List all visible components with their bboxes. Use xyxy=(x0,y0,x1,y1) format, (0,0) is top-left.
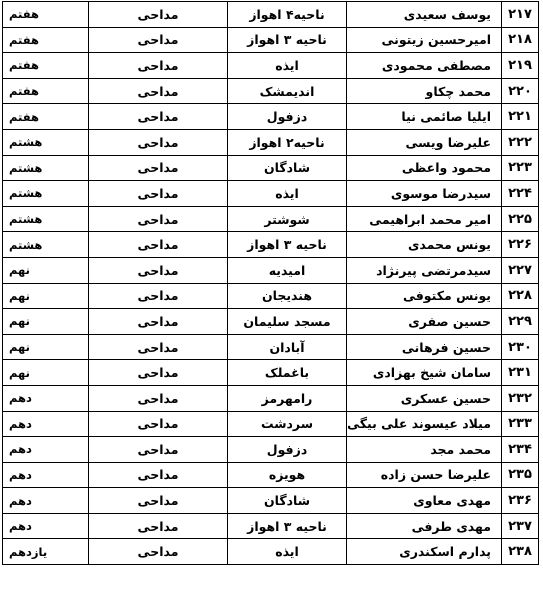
city-cell: ناحیه۴ اهواز xyxy=(228,2,347,28)
table-row xyxy=(3,360,539,386)
table-row xyxy=(3,2,539,28)
row-number-cell: ۲۲۰ xyxy=(502,78,539,104)
row-number-cell: ۲۳۷ xyxy=(502,513,539,539)
category-cell: مداحی xyxy=(89,360,228,386)
rank-cell: دهم xyxy=(3,411,89,437)
row-number-cell: ۲۲۷ xyxy=(502,257,539,283)
table-row xyxy=(3,513,539,539)
table-row xyxy=(3,539,539,565)
category-cell: مداحی xyxy=(89,53,228,79)
city-cell: مسجد سلیمان xyxy=(228,309,347,335)
row-number-cell: ۲۱۹ xyxy=(502,53,539,79)
participant-name-cell: مصطفی محمودی xyxy=(347,53,502,79)
row-number-cell: ۲۲۳ xyxy=(502,155,539,181)
participant-name-cell: حسین صفری xyxy=(347,309,502,335)
participant-name-cell: یونس مکتوفی xyxy=(347,283,502,309)
participant-name-cell: محمد مجد xyxy=(347,437,502,463)
row-number-cell: ۲۲۲ xyxy=(502,129,539,155)
city-cell: ناحیه۲ اهواز xyxy=(228,129,347,155)
city-cell: ناحیه ۳ اهواز xyxy=(228,232,347,258)
table-row xyxy=(3,104,539,130)
city-cell: شادگان xyxy=(228,488,347,514)
rank-cell: هفتم xyxy=(3,78,89,104)
table-row xyxy=(3,129,539,155)
row-number-cell: ۲۳۵ xyxy=(502,462,539,488)
row-number-cell: ۲۲۴ xyxy=(502,181,539,207)
results-table-container xyxy=(2,1,539,565)
rank-cell: هشتم xyxy=(3,232,89,258)
results-table xyxy=(2,1,539,565)
participant-name-cell: امیرحسین زیتونی xyxy=(347,27,502,53)
rank-cell: نهم xyxy=(3,309,89,335)
table-row xyxy=(3,437,539,463)
category-cell: مداحی xyxy=(89,104,228,130)
rank-cell: هشتم xyxy=(3,206,89,232)
participant-name-cell: حسین عسکری xyxy=(347,385,502,411)
city-cell: ایذه xyxy=(228,53,347,79)
row-number-cell: ۲۱۷ xyxy=(502,2,539,28)
row-number-cell: ۲۳۶ xyxy=(502,488,539,514)
city-cell: ناحیه ۳ اهواز xyxy=(228,513,347,539)
city-cell: شادگان xyxy=(228,155,347,181)
category-cell: مداحی xyxy=(89,155,228,181)
participant-name-cell: سامان شیخ بهزادی xyxy=(347,360,502,386)
table-row xyxy=(3,78,539,104)
participant-name-cell: محمد چکاو xyxy=(347,78,502,104)
table-row xyxy=(3,309,539,335)
participant-name-cell: علیرضا حسن زاده xyxy=(347,462,502,488)
participant-name-cell: یونس محمدی xyxy=(347,232,502,258)
rank-cell: دهم xyxy=(3,488,89,514)
category-cell: مداحی xyxy=(89,437,228,463)
rank-cell: هفتم xyxy=(3,53,89,79)
participant-name-cell: محمود واعظی xyxy=(347,155,502,181)
row-number-cell: ۲۲۶ xyxy=(502,232,539,258)
city-cell: امیدیه xyxy=(228,257,347,283)
row-number-cell: ۲۲۸ xyxy=(502,283,539,309)
city-cell: هندیجان xyxy=(228,283,347,309)
category-cell: مداحی xyxy=(89,27,228,53)
city-cell: هویزه xyxy=(228,462,347,488)
participant-name-cell: مهدی معاوی xyxy=(347,488,502,514)
city-cell: سردشت xyxy=(228,411,347,437)
city-cell: دزفول xyxy=(228,104,347,130)
rank-cell: هشتم xyxy=(3,155,89,181)
row-number-cell: ۲۳۰ xyxy=(502,334,539,360)
participant-name-cell: ایلیا صائمی نیا xyxy=(347,104,502,130)
rank-cell: نهم xyxy=(3,283,89,309)
rank-cell: دهم xyxy=(3,385,89,411)
rank-cell: نهم xyxy=(3,257,89,283)
city-cell: ایذه xyxy=(228,181,347,207)
table-row xyxy=(3,181,539,207)
table-row xyxy=(3,334,539,360)
table-row xyxy=(3,206,539,232)
row-number-cell: ۲۳۱ xyxy=(502,360,539,386)
row-number-cell: ۲۲۹ xyxy=(502,309,539,335)
category-cell: مداحی xyxy=(89,78,228,104)
participant-name-cell: سیدمرتضی پیرنژاد xyxy=(347,257,502,283)
category-cell: مداحی xyxy=(89,309,228,335)
category-cell: مداحی xyxy=(89,385,228,411)
rank-cell: هفتم xyxy=(3,27,89,53)
row-number-cell: ۲۳۴ xyxy=(502,437,539,463)
category-cell: مداحی xyxy=(89,513,228,539)
category-cell: مداحی xyxy=(89,129,228,155)
table-row xyxy=(3,488,539,514)
city-cell: آبادان xyxy=(228,334,347,360)
participant-name-cell: مهدی طرفی xyxy=(347,513,502,539)
participant-name-cell: امیر محمد ابراهیمی xyxy=(347,206,502,232)
table-row xyxy=(3,385,539,411)
city-cell: رامهرمز xyxy=(228,385,347,411)
city-cell: ایذه xyxy=(228,539,347,565)
participant-name-cell: میلاد عیسوند علی بیگی xyxy=(347,411,502,437)
participant-name-cell: علیرضا ویسی xyxy=(347,129,502,155)
rank-cell: هفتم xyxy=(3,2,89,28)
rank-cell: یازدهم xyxy=(3,539,89,565)
category-cell: مداحی xyxy=(89,2,228,28)
category-cell: مداحی xyxy=(89,181,228,207)
city-cell: باغملک xyxy=(228,360,347,386)
city-cell: شوشتر xyxy=(228,206,347,232)
city-cell: ناحیه ۳ اهواز xyxy=(228,27,347,53)
table-row xyxy=(3,257,539,283)
rank-cell: نهم xyxy=(3,360,89,386)
category-cell: مداحی xyxy=(89,411,228,437)
table-row xyxy=(3,27,539,53)
category-cell: مداحی xyxy=(89,257,228,283)
rank-cell: هشتم xyxy=(3,181,89,207)
category-cell: مداحی xyxy=(89,206,228,232)
rank-cell: دهم xyxy=(3,437,89,463)
rank-cell: هشتم xyxy=(3,129,89,155)
participant-name-cell: یوسف سعیدی xyxy=(347,2,502,28)
table-row xyxy=(3,283,539,309)
participant-name-cell: حسین فرهانی xyxy=(347,334,502,360)
participant-name-cell: پدارم اسکندری xyxy=(347,539,502,565)
row-number-cell: ۲۳۸ xyxy=(502,539,539,565)
category-cell: مداحی xyxy=(89,462,228,488)
results-table-body xyxy=(3,2,539,565)
row-number-cell: ۲۲۱ xyxy=(502,104,539,130)
table-row xyxy=(3,462,539,488)
rank-cell: دهم xyxy=(3,462,89,488)
city-cell: دزفول xyxy=(228,437,347,463)
participant-name-cell: سیدرضا موسوی xyxy=(347,181,502,207)
table-row xyxy=(3,232,539,258)
table-row xyxy=(3,411,539,437)
category-cell: مداحی xyxy=(89,283,228,309)
category-cell: مداحی xyxy=(89,334,228,360)
category-cell: مداحی xyxy=(89,232,228,258)
rank-cell: هفتم xyxy=(3,104,89,130)
table-row xyxy=(3,155,539,181)
row-number-cell: ۲۳۳ xyxy=(502,411,539,437)
row-number-cell: ۲۲۵ xyxy=(502,206,539,232)
category-cell: مداحی xyxy=(89,488,228,514)
rank-cell: نهم xyxy=(3,334,89,360)
rank-cell: دهم xyxy=(3,513,89,539)
city-cell: اندیمشک xyxy=(228,78,347,104)
table-row xyxy=(3,53,539,79)
row-number-cell: ۲۳۲ xyxy=(502,385,539,411)
row-number-cell: ۲۱۸ xyxy=(502,27,539,53)
category-cell: مداحی xyxy=(89,539,228,565)
